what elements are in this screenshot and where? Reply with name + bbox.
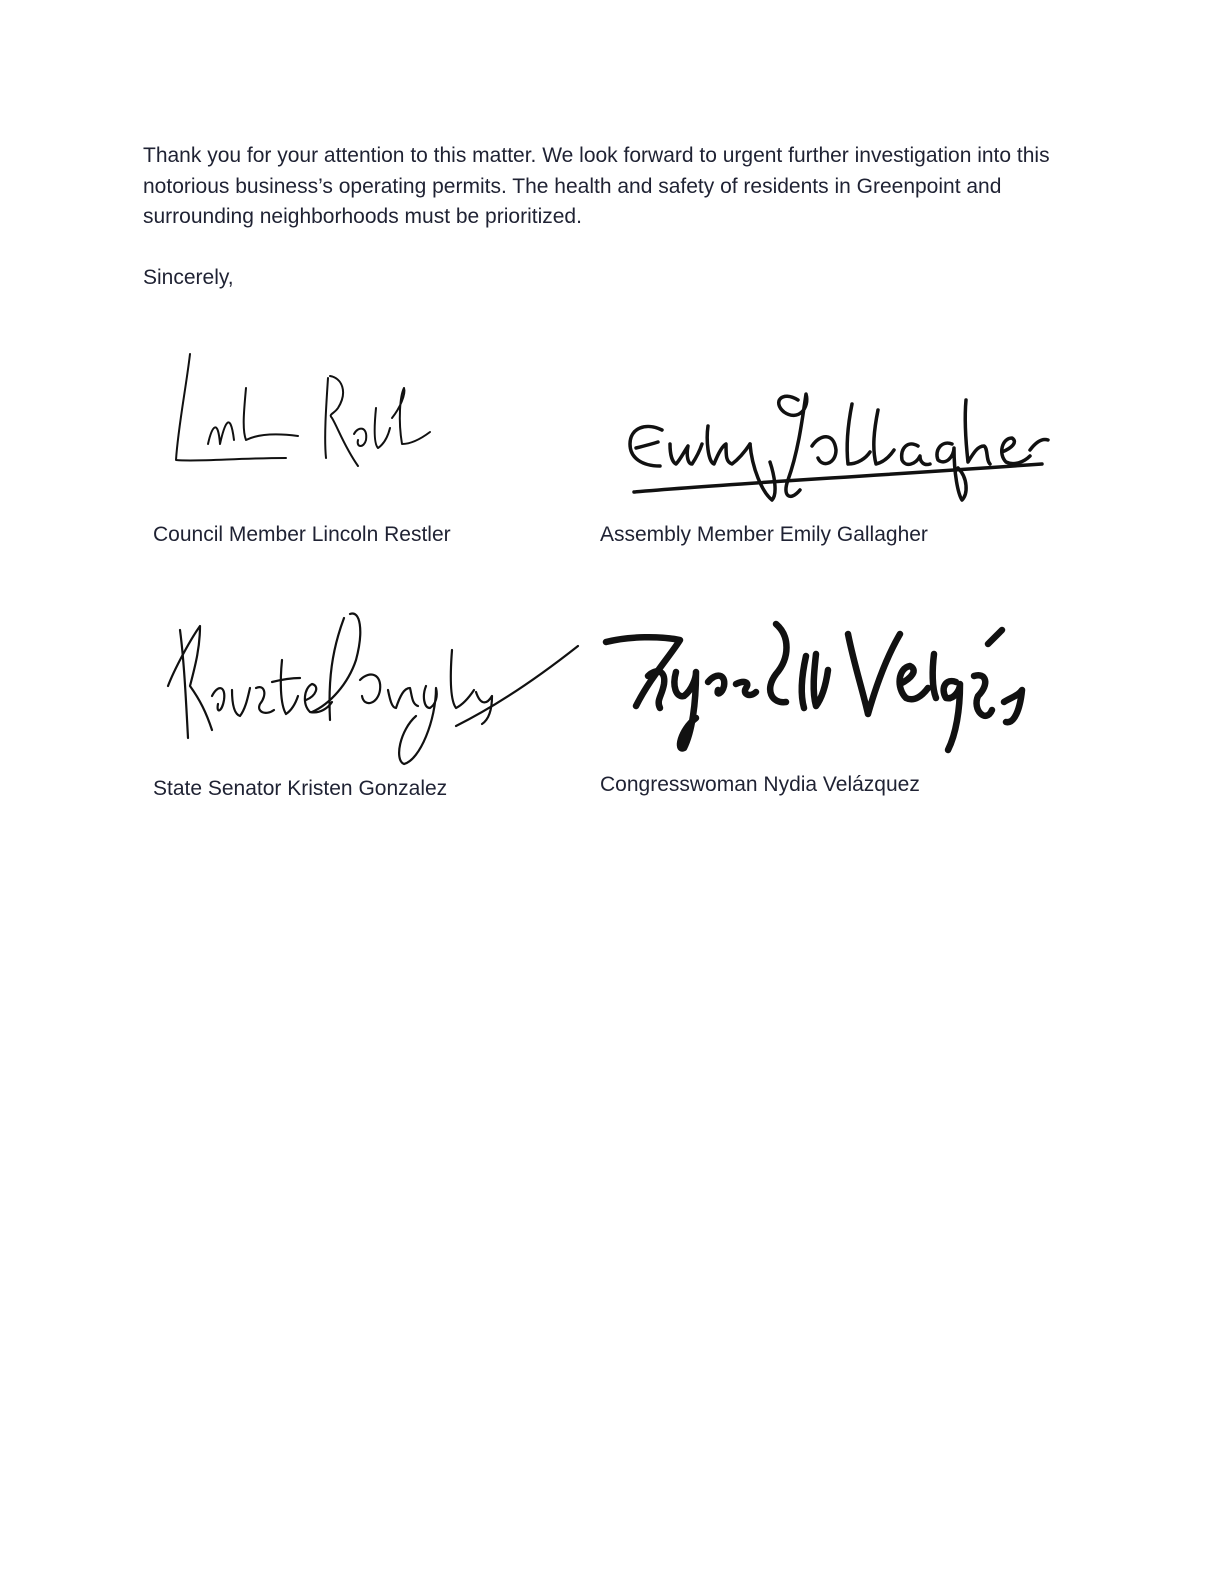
closing-paragraph: Thank you for your attention to this matter. We look forward to urgent further investigation into this notorious business’s operating permits. The health and safety of residents in Greenpoint and surrounding neighborhoods must be prioritized.	[143, 144, 1050, 228]
signatory-name-lincoln-restler: Council Member Lincoln Restler	[153, 523, 451, 546]
signatory-name-kristen-gonzalez: State Senator Kristen Gonzalez	[153, 777, 448, 800]
signature-nydia-velazquez	[600, 614, 1030, 764]
signature-emily-gallagher	[622, 382, 1052, 512]
signature-lincoln-restler	[168, 348, 438, 473]
signatory-name-nydia-velazquez: Congresswoman Nydia Velázquez	[600, 773, 920, 796]
closing-salutation: Sincerely,	[143, 266, 234, 289]
signatory-name-emily-gallagher: Assembly Member Emily Gallagher	[600, 523, 928, 546]
signature-kristen-gonzalez	[160, 600, 580, 770]
